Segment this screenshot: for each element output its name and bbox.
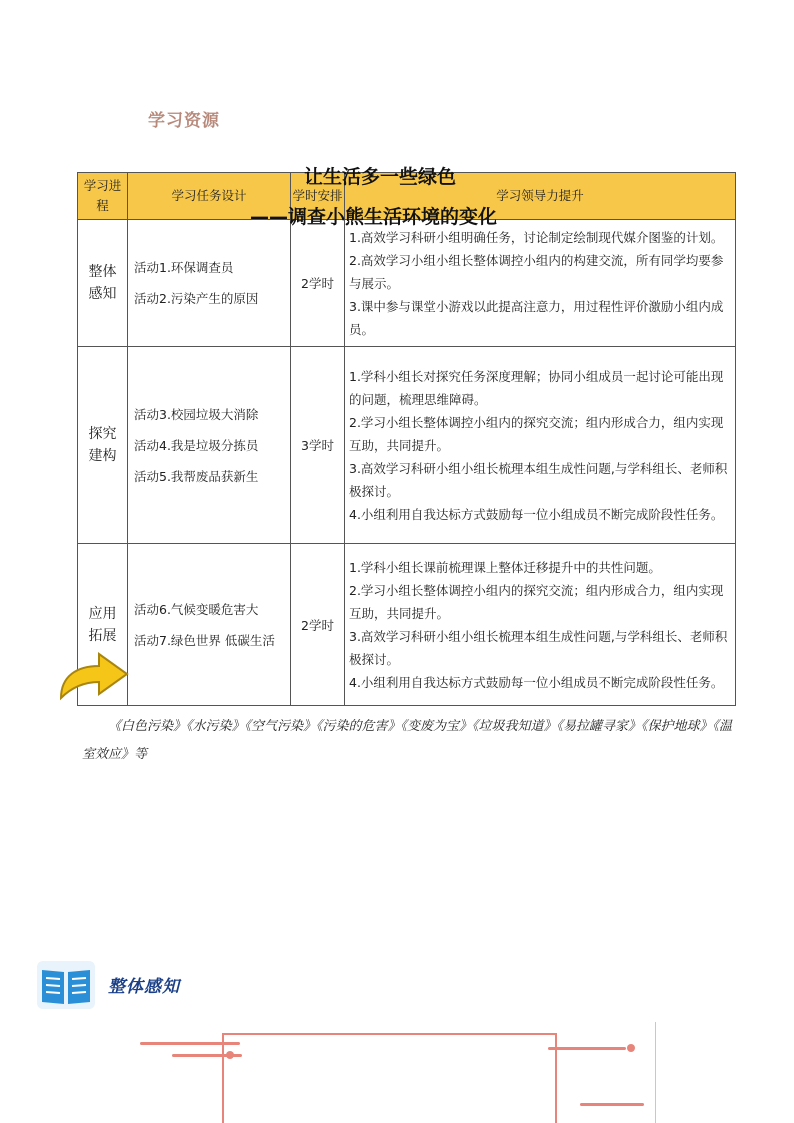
lead-item: 3.课中参与课堂小游戏以此提高注意力，用过程性评价激励小组内成员。 [349,298,724,337]
page-title: 让生活多一些绿色 [303,166,456,188]
lead-cell [345,220,736,347]
page-subtitle: ——调查小熊生活环境的变化 [250,206,498,228]
decorative-bar [140,1042,240,1045]
lead-item: 1.高效学习科研小组明确任务，讨论制定绘制现代媒介图鉴的计划。 [349,229,724,245]
tasks-cell [128,220,291,347]
decorative-frame [222,1033,557,1123]
lead-cell [345,347,736,544]
table-row [78,544,736,706]
column-header: 学习领导力提升 [345,173,736,220]
decorative-bar [548,1047,626,1050]
column-header: 学习任务设计 [128,173,291,220]
decorative-bar [580,1103,644,1106]
lead-item: 2.学习小组长整体调控小组内的探究交流；组内形成合力，组内实现互助，共同提升。 [349,582,724,621]
hours-cell: 3学时 [291,347,345,544]
task-item: 活动6.气候变暖危害大 [134,601,259,617]
column-header: 学时安排 [291,173,345,220]
lead-item: 3.高效学习科研小组小组长梳理本组生成性问题,与学科组长、老师积极探讨。 [349,628,728,667]
column-header: 学习进程 [78,173,128,220]
lead-item: 1.学科小组长对探究任务深度理解；协同小组成员一起讨论可能出现的问题，梳理思维障碍。 [349,368,724,407]
lead-item: 4.小组利用自我达标方式鼓励每一位小组成员不断完成阶段性任务。 [349,506,724,522]
learning-resources-heading: 学习资源 [148,111,220,131]
reading-list: 《白色污染》《水污染》《空气污染》《污染的危害》《变废为宝》《垃圾我知道》《易拉罐寻家》《保护地球》《温室效应》等 [82,719,733,762]
lead-cell [345,544,736,706]
task-item: 活动7.绿色世界 低碳生活 [134,632,275,648]
stage-cell: 整体感知 [78,220,128,347]
lead-item: 1.学科小组长课前梳理课上整体迁移提升中的共性问题。 [349,559,661,575]
task-item: 活动2.污染产生的原因 [134,291,259,306]
tasks-cell [128,347,291,544]
task-item: 活动3.校园垃圾大消除 [134,406,259,422]
table-row [78,220,736,347]
table-row [78,347,736,544]
lead-item: 2.高效学习小组小组长整体调控小组内的构建交流，所有同学均要参与展示。 [349,252,724,291]
hours-cell: 2学时 [291,544,345,706]
divider [655,1022,656,1123]
task-item: 活动5.我帮废品获新生 [134,468,259,484]
curved-arrow-icon [55,648,131,708]
task-item: 活动1.环保调查员 [134,260,234,275]
tasks-cell [128,544,291,706]
open-book-icon [36,960,96,1014]
section-heading: 整体感知 [108,977,180,997]
decorative-dot [627,1044,635,1052]
hours-cell: 2学时 [291,220,345,347]
decorative-dot [226,1051,234,1059]
lead-item: 3.高效学习科研小组小组长梳理本组生成性问题,与学科组长、老师积极探讨。 [349,460,728,499]
learning-plan-table [77,172,736,706]
lead-item: 2.学习小组长整体调控小组内的探究交流；组内形成合力，组内实现互助，共同提升。 [349,414,724,453]
stage-cell: 应用拓展 [78,544,128,706]
task-item: 活动4.我是垃圾分拣员 [134,437,259,453]
stage-cell: 探究建构 [78,347,128,544]
lead-item: 4.小组利用自我达标方式鼓励每一位小组成员不断完成阶段性任务。 [349,674,724,690]
